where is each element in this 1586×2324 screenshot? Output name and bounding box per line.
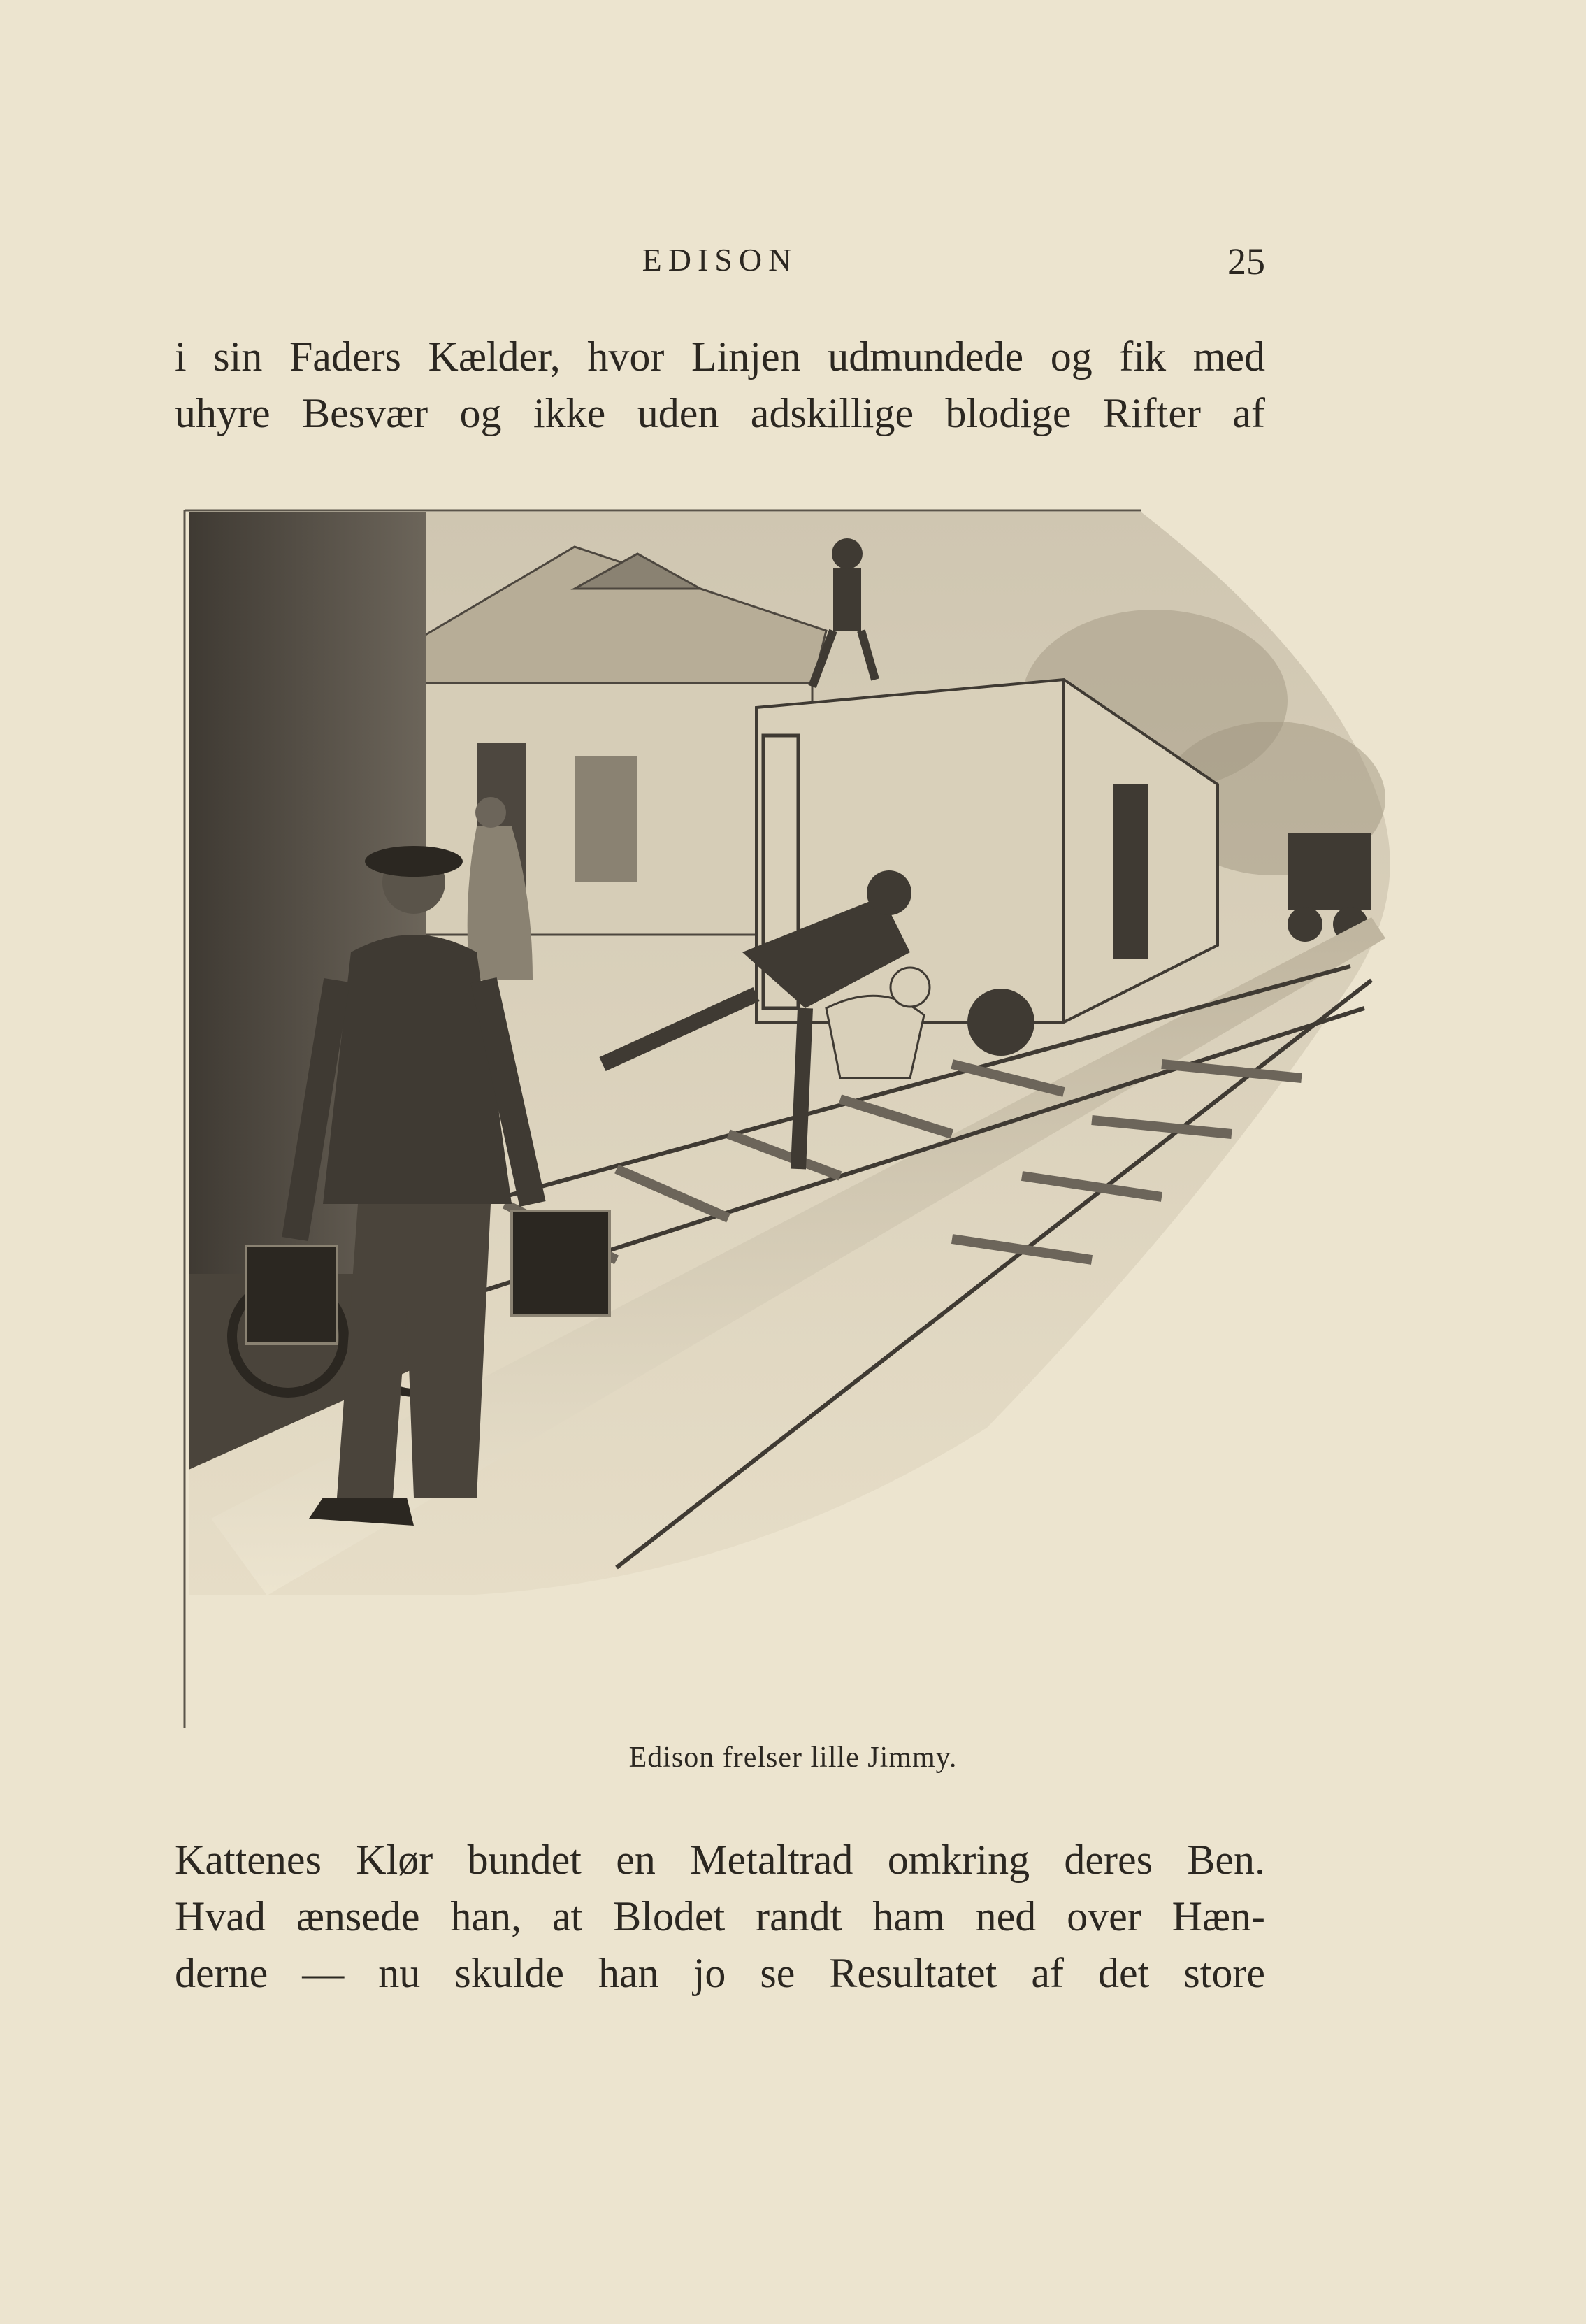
page-number: 25 <box>1227 241 1265 282</box>
text-line: derne — nu skulde han jo se Resultatet af det store <box>175 1950 1265 1996</box>
illustration <box>183 505 1392 1728</box>
railway-rescue-illustration <box>183 505 1392 1728</box>
running-head <box>175 241 1265 290</box>
body-text-top <box>175 329 1265 442</box>
running-title: EDISON <box>642 242 798 278</box>
text-line: Kattenes Klør bundet en Metaltrad omkring deres Ben. <box>175 1837 1265 1883</box>
text-line: i sin Faders Kælder, hvor Linjen udmundede og fik med <box>175 333 1265 380</box>
text-line: Hvad ænsede han, at Blodet randt ham ned over Hæn- <box>175 1893 1265 1939</box>
figure-caption: Edison frelser lille Jimmy. <box>628 1742 958 1774</box>
body-text-bottom <box>175 1832 1265 2002</box>
text-line: uhyre Besvær og ikke uden adskillige blodige Rifter af <box>175 390 1265 436</box>
